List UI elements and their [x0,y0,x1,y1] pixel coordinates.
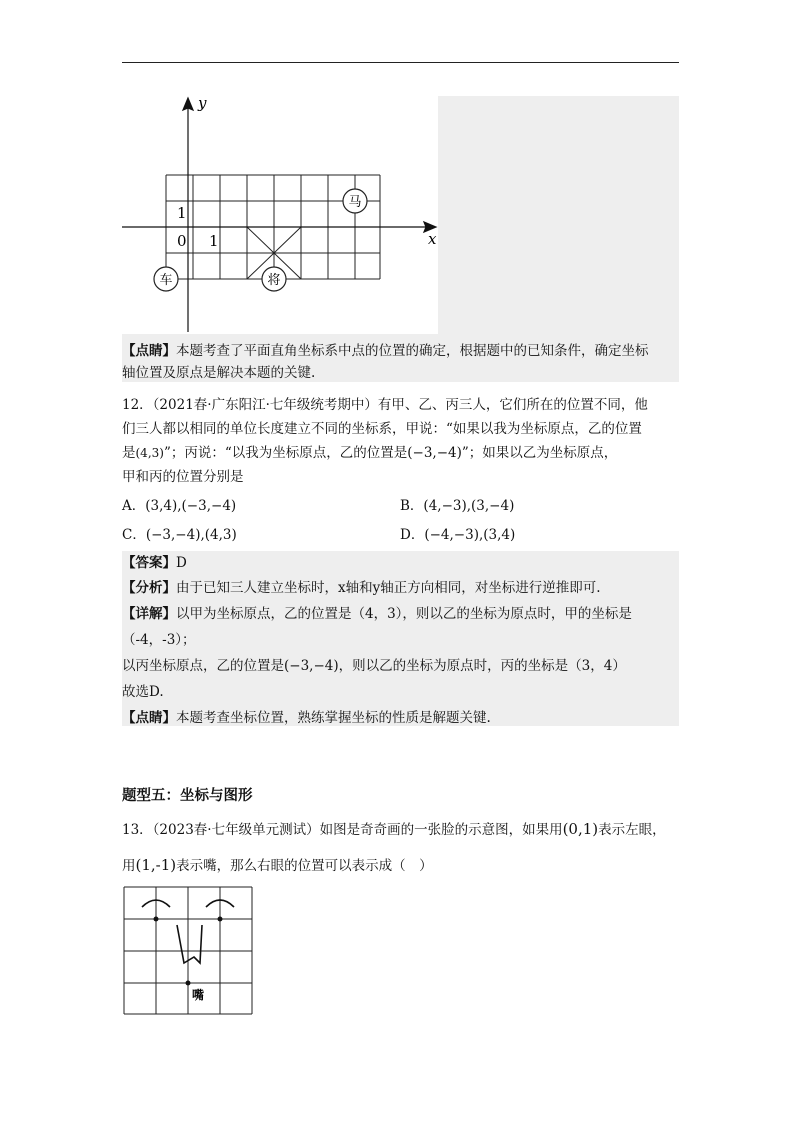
x-unit-label: 1 [209,232,219,250]
right-eye-dot [218,917,223,922]
detail-tag: 【详解】 [122,606,176,622]
detail-line4: 故选D. [122,684,164,700]
answer-value: D [176,555,187,571]
q12-line2: 们三人都以相同的单位长度建立不同的坐标系，甲说：“如果以我为坐标原点，乙的位置 [122,421,642,437]
comment-1-text1: 本题考查了平面直角坐标系中点的位置的确定，根据题中的已知条件，确定坐标 [176,343,649,359]
option-c[interactable]: C．(−3,−4),(4,3) [122,527,237,543]
q13-mouth-coordinate: (1,-1) [135,856,177,874]
left-eye-dot [154,917,159,922]
origin-label: 0 [177,232,187,250]
answer-tag: 【答案】 [122,555,176,571]
comment-2-tag: 【点睛】 [122,710,176,726]
mouth-label: 嘴 [192,988,205,1002]
y-axis-label: y [198,94,207,112]
answer-line [122,553,187,573]
mouth-dot [186,981,191,986]
option-b[interactable]: B．(4,−3),(3,−4) [400,498,515,514]
comment-1-line2: 轴位置及原点是解决本题的关键. [122,365,316,381]
horse-piece-label: 马 [348,195,362,210]
y-unit-label: 1 [177,204,187,222]
q13-line1: 13．（2023春·七年级单元测试）如图是奇奇画的一张脸的示意图，如果用(0,1)表示左眼， [122,820,666,838]
x-axis-label: x [428,230,437,248]
option-a[interactable]: A．(3,4),(−3,−4) [122,498,237,514]
y-axis-arrow [183,98,193,110]
analysis-line: 【分析】由于已知三人建立坐标时，x轴和y轴正方向相同，对坐标进行逆推即可. [122,580,601,596]
detail-line1: 【详解】以甲为坐标原点，乙的位置是（4，3），则以乙的坐标为原点时，甲的坐标是 [122,606,632,622]
q13-line2: 用(1,-1)表示嘴，那么右眼的位置可以表示成（ ） [122,856,433,874]
q13-left-eye-coordinate: (0,1) [562,820,599,838]
general-piece-label: 将 [267,273,281,288]
q12-jia-coordinate: (4,3) [135,446,164,460]
q12-line4: 甲和丙的位置分别是 [122,469,244,485]
option-d[interactable]: D．(−4,−3),(3,4) [400,527,516,543]
comment-1-line1 [122,341,649,361]
q12-bing-coordinate: (−3,−4) [407,445,462,461]
q12-line3: 是(4,3)”；丙说：“以我为坐标原点，乙的位置是(−3,−4)”；如果以乙为坐标原点， [122,445,618,461]
detail-line3: 以丙坐标原点，乙的位置是(−3,−4)，则以乙的坐标为原点时，丙的坐标是（3，4） [122,658,626,674]
comment-2-line: 【点睛】本题考查坐标位置，熟练掌握坐标的性质是解题关键. [122,710,491,726]
section-title: 题型五：坐标与图形 [122,787,253,804]
analysis-tag: 【分析】 [122,580,176,596]
q12-line1: 12．（2021春·广东阳江·七年级统考期中）有甲、乙、丙三人，它们所在的位置不同，他 [122,397,648,413]
nose [177,925,202,963]
detail-line2: （-4，-3）； [122,632,196,648]
comment-1-tag: 【点睛】 [122,343,176,359]
face-grid-figure [122,885,262,1020]
chess-coordinate-figure [122,90,442,335]
chariot-piece-label: 车 [159,273,173,288]
header-rule [122,62,679,63]
